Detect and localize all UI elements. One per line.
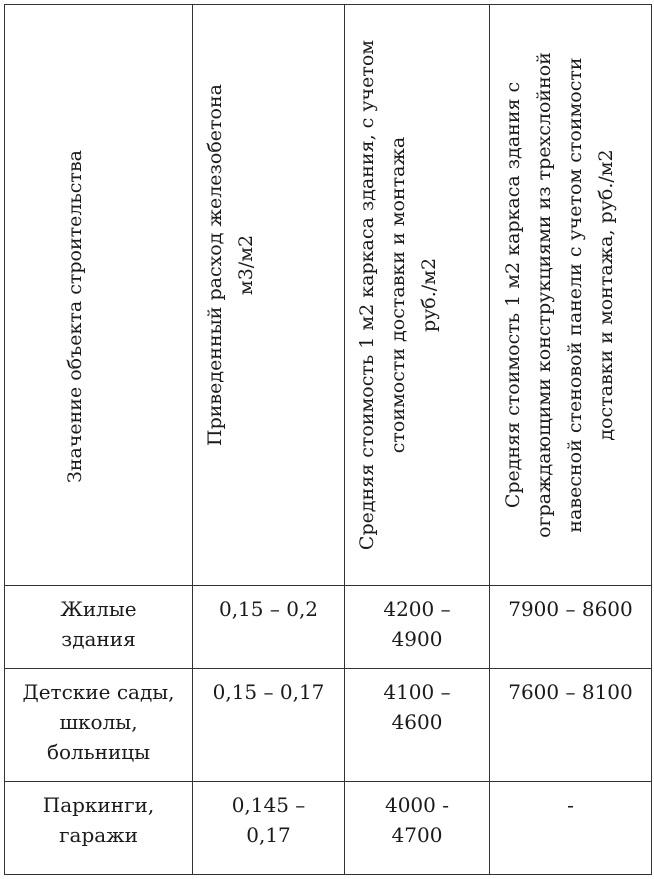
table-cell (5, 669, 192, 767)
table-border-right (651, 4, 652, 875)
table-cell (490, 782, 651, 820)
header-object-line: Значение объекта строительства (64, 150, 86, 483)
cell-line: школы, (59, 710, 138, 734)
header-frame-cost-line: стоимости доставки и монтажа (387, 136, 409, 454)
table-cell (193, 586, 344, 624)
column-divider (489, 4, 490, 875)
column-divider (192, 4, 193, 875)
cell-line: - (567, 793, 574, 817)
column-divider (344, 4, 345, 875)
cell-line: 7600 – 8100 (508, 680, 633, 704)
cell-line: Жилые (60, 597, 137, 621)
cell-line: 4000 - (384, 793, 449, 817)
header-cell-concrete (200, 5, 262, 585)
header-cell-frame-cost (352, 5, 448, 585)
header-panel-cost-line: навесной стеновой панели с учетом стоимости (564, 57, 586, 533)
cell-line: гаражи (59, 823, 138, 847)
table-cell (5, 782, 192, 850)
cell-line: 0,15 – 0,17 (212, 680, 325, 704)
cell-line: 4700 (391, 823, 443, 847)
cell-line: 0,15 – 0,2 (218, 597, 319, 621)
table-cell (345, 586, 489, 654)
cell-line: 7900 – 8600 (508, 597, 633, 621)
table-cell (490, 669, 651, 707)
header-concrete-unit: м3/м2 (235, 234, 257, 296)
cell-line: 4200 – (383, 597, 451, 621)
cell-line: больницы (46, 740, 151, 764)
cell-line: 4900 (391, 627, 443, 651)
table-cell (345, 669, 489, 737)
table-border-bottom (4, 874, 652, 875)
header-cell-panel-cost (498, 5, 626, 585)
header-frame-cost-line: Средняя стоимость 1 м2 каркаса здания, с учетом (356, 39, 378, 551)
header-panel-cost-line: доставки и монтажа, руб./м2 (595, 149, 617, 441)
table-cell (193, 782, 344, 850)
cell-line: Паркинги, (42, 793, 155, 817)
cell-line: 0,145 – (231, 793, 306, 817)
header-panel-cost-line: ограждающими конструкциями из трехслойной (533, 52, 555, 538)
cell-line: здания (61, 627, 136, 651)
header-cell-object (60, 5, 120, 585)
table-cell (5, 586, 192, 654)
header-panel-cost-line: Средняя стоимость 1 м2 каркаса здания с (502, 81, 524, 509)
cell-line: 4600 (391, 710, 443, 734)
table-cell (345, 782, 489, 850)
table-cell (193, 669, 344, 707)
header-concrete-line: Приведенный расход железобетона (204, 84, 226, 446)
cell-line: Детские сады, (22, 680, 175, 704)
cell-line: 0,17 (246, 823, 291, 847)
header-frame-cost-unit: руб./м2 (418, 257, 440, 333)
table-cell (490, 586, 651, 624)
cell-line: 4100 – (383, 680, 451, 704)
